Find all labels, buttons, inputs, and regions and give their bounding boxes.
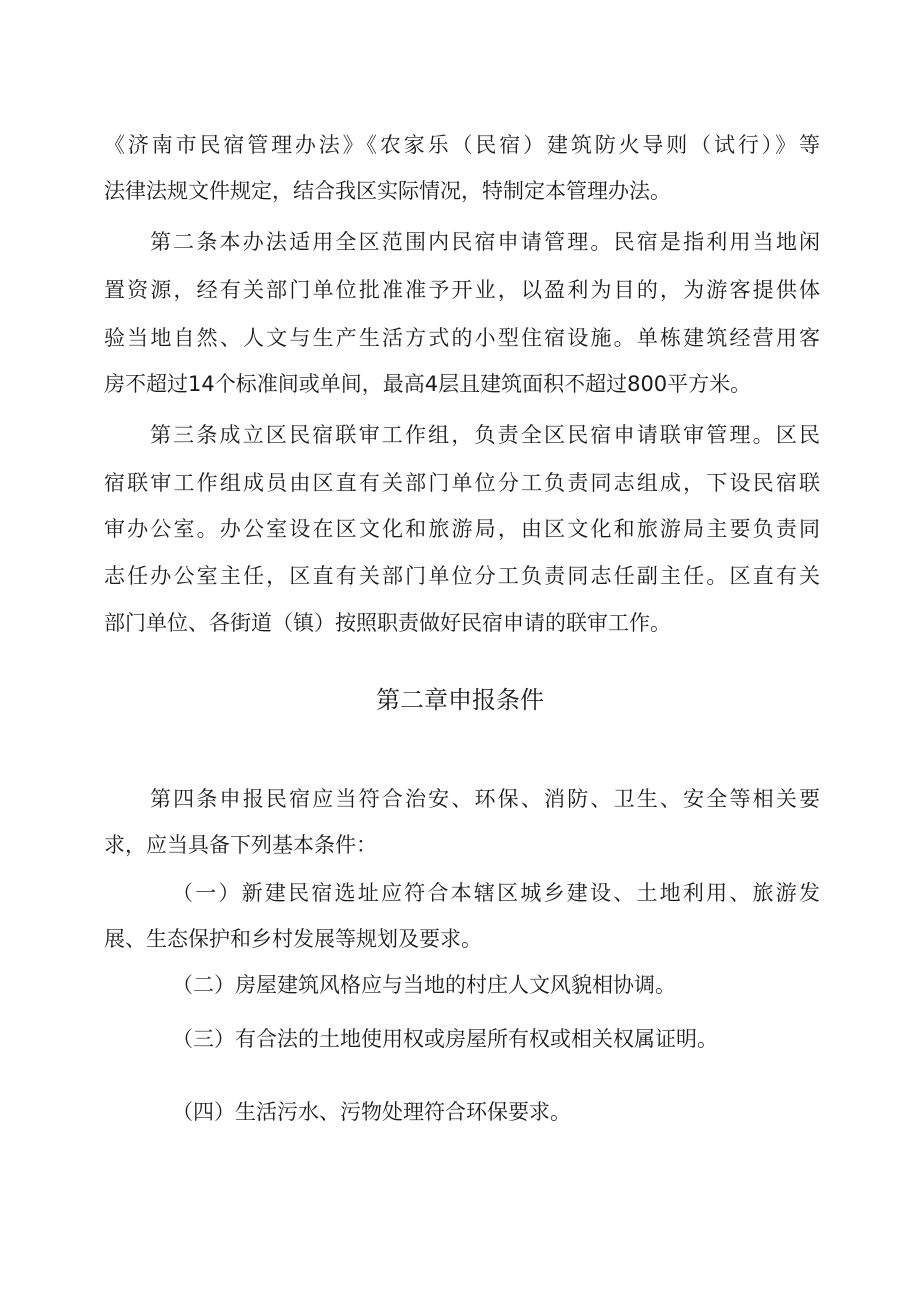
item-3: （三）有合法的土地使用权或房屋所有权或相关权属证明。 (172, 1027, 718, 1051)
article-3-line-5: 部门单位、各街道（镇）按照职责做好民宿申请的联审工作。 (104, 611, 671, 635)
article-2-line-3: 验当地自然、人文与生产生活方式的小型住宿设施。单栋建筑经营用客 (104, 326, 820, 350)
article-4-line-2: 求，应当具备下列基本条件： (104, 833, 377, 857)
article-3-line-4: 志任办公室主任，区直有关部门单位分工负责同志任副主任。区直有关 (104, 564, 820, 588)
item-1-line-2: 展、生态保护和乡村发展等规划及要求。 (104, 927, 482, 951)
article-3-line-1: 第三条成立区民宿联审工作组，负责全区民宿申请联审管理。区民 (150, 423, 820, 447)
item-2: （二）房屋建筑风格应与当地的村庄人文风貌相协调。 (172, 973, 676, 997)
article-3-line-2: 宿联审工作组成员由区直有关部门单位分工负责同志组成，下设民宿联 (104, 471, 820, 495)
chapter-title: 第二章申报条件 (376, 686, 544, 714)
intro-line-1: 《济南市民宿管理办法》《农家乐（民宿）建筑防火导则（试行）》等 (104, 133, 820, 157)
article-2-line-2: 置资源，经有关部门单位批准准予开业，以盈利为目的，为游客提供体 (104, 278, 820, 302)
article-2-line-4: 房不超过14个标准间或单间，最高4层且建筑面积不超过800平方米。 (104, 372, 752, 396)
item-1-line-1: （一）新建民宿选址应符合本辖区城乡建设、土地利用、旅游发 (172, 881, 820, 905)
item-4: （四）生活污水、污物处理符合环保要求。 (172, 1100, 571, 1124)
intro-line-2: 法律法规文件规定，结合我区实际情况，特制定本管理办法。 (104, 179, 671, 203)
article-3-line-3: 审办公室。办公室设在区文化和旅游局，由区文化和旅游局主要负责同 (104, 517, 820, 541)
article-2-line-1: 第二条本办法适用全区范围内民宿申请管理。民宿是指利用当地闲 (150, 230, 820, 254)
article-4-line-1: 第四条申报民宿应当符合治安、环保、消防、卫生、安全等相关要 (150, 787, 820, 811)
